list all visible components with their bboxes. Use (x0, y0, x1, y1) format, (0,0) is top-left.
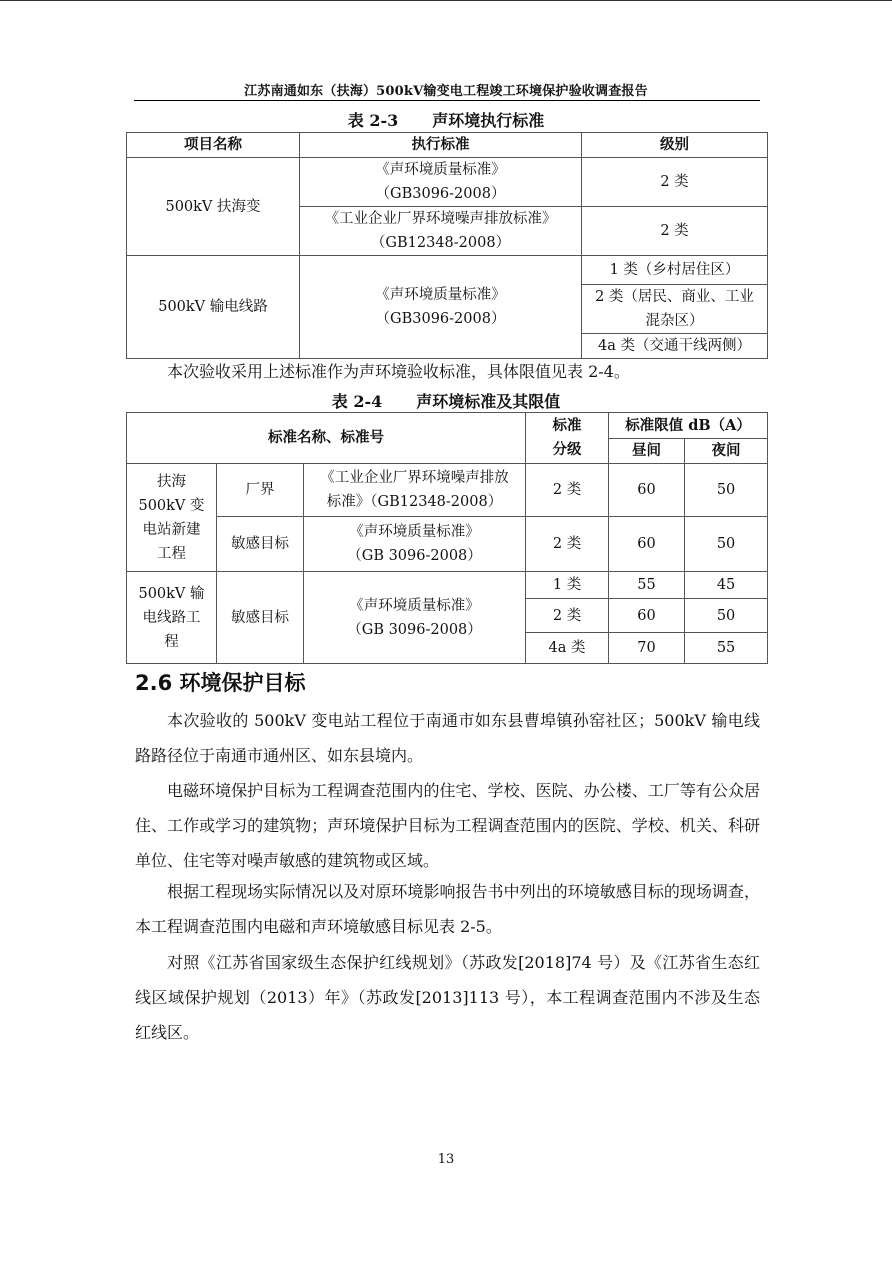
night-limit-cell: 50 (685, 517, 768, 572)
table-2-4-title: 声环境标准及其限值 (416, 392, 561, 411)
intro-paragraph: 本次验收采用上述标准作为声环境验收标准，具体限值见表 2-4。 (167, 362, 630, 381)
grade-cell: 4a 类 (526, 633, 609, 664)
table-header-cell: 昼间 (609, 439, 685, 464)
table-row (127, 464, 768, 517)
level-cell: 2 类（居民、商业、工业 混杂区） (582, 285, 768, 334)
page-top-border (0, 0, 892, 1)
standard-cell: 《工业企业厂界环境噪声排放 标准》（GB12348-2008） (304, 464, 526, 517)
header-rule (134, 100, 760, 101)
body-paragraph: 本次验收的 500kV 变电站工程位于南通市如东县曹埠镇孙窑社区；500kV 输电线路路径位于南通市通州区、如东县境内。 (135, 711, 760, 765)
level-cell: 1 类（乡村居住区） (582, 256, 768, 285)
table-row (127, 413, 768, 439)
body-paragraph: 对照《江苏省国家级生态保护红线规划》（苏政发[2018]74 号）及《江苏省生态红线区域保护规划（2013）年》（苏政发[2013]113 号），本工程调查范围内不涉及生态红线区。 (135, 953, 760, 1042)
standard-cell: 《声环境质量标准》 （GB 3096-2008） (304, 517, 526, 572)
grade-cell: 1 类 (526, 572, 609, 599)
night-limit-cell: 50 (685, 464, 768, 517)
body-paragraph: 根据工程现场实际情况以及对原环境影响报告书中列出的环境敏感目标的现场调查，本工程调查范围内电磁和声环境敏感目标见表 2-5。 (135, 882, 760, 936)
project-cell: 500kV 输 电线路工 程 (127, 572, 217, 664)
day-limit-cell: 60 (609, 464, 685, 517)
table-row (127, 158, 768, 207)
table-2-3-caption (0, 108, 892, 131)
type-cell: 敏感目标 (217, 517, 304, 572)
table-header-cell: 标准名称、标准号 (127, 413, 526, 464)
project-name-cell: 500kV 输电线路 (127, 256, 300, 359)
standard-cell: 《声环境质量标准》 （GB 3096-2008） (304, 572, 526, 664)
project-cell: 扶海 500kV 变 电站新建 工程 (127, 464, 217, 572)
day-limit-cell: 55 (609, 572, 685, 599)
section-heading: 2.6 环境保护目标 (135, 671, 306, 695)
table-row (127, 517, 768, 572)
table-2-3 (126, 132, 768, 359)
level-cell: 2 类 (582, 158, 768, 207)
table-2-3-title: 声环境执行标准 (432, 111, 545, 130)
table-2-3-number: 表 2-3 (347, 111, 399, 130)
table-header-cell: 项目名称 (127, 133, 300, 158)
body-paragraph: 电磁环境保护目标为工程调查范围内的住宅、学校、医院、办公楼、工厂等有公众居住、工作或学习的建筑物；声环境保护目标为工程调查范围内的医院、学校、机关、科研单位、住宅等对噪声敏感的建筑物或区域。 (135, 781, 760, 870)
standard-cell: 《声环境质量标准》 （GB3096-2008） (300, 256, 582, 359)
table-header-cell: 标准 分级 (526, 413, 609, 464)
table-2-4-number: 表 2-4 (331, 392, 383, 411)
night-limit-cell: 50 (685, 599, 768, 633)
page-number: 13 (437, 1152, 455, 1167)
table-header-cell: 级别 (582, 133, 768, 158)
type-cell: 敏感目标 (217, 572, 304, 664)
standard-cell: 《工业企业厂界环境噪声排放标准》 （GB12348-2008） (300, 207, 582, 256)
night-limit-cell: 55 (685, 633, 768, 664)
running-header: 江苏南通如东（扶海）500kV输变电工程竣工环境保护验收调查报告 (244, 84, 648, 99)
level-cell: 2 类 (582, 207, 768, 256)
type-cell: 厂界 (217, 464, 304, 517)
grade-cell: 2 类 (526, 517, 609, 572)
level-cell: 4a 类（交通干线两侧） (582, 334, 768, 359)
table-row (127, 133, 768, 158)
table-2-4 (126, 412, 768, 664)
table-row (127, 256, 768, 285)
standard-cell: 《声环境质量标准》 （GB3096-2008） (300, 158, 582, 207)
grade-cell: 2 类 (526, 599, 609, 633)
day-limit-cell: 60 (609, 599, 685, 633)
table-header-cell: 标准限值 dB（A） (609, 413, 768, 439)
day-limit-cell: 70 (609, 633, 685, 664)
table-row (127, 572, 768, 599)
night-limit-cell: 45 (685, 572, 768, 599)
table-header-cell: 夜间 (685, 439, 768, 464)
grade-cell: 2 类 (526, 464, 609, 517)
day-limit-cell: 60 (609, 517, 685, 572)
project-name-cell: 500kV 扶海变 (127, 158, 300, 256)
table-header-cell: 执行标准 (300, 133, 582, 158)
table-2-4-caption (0, 389, 892, 412)
